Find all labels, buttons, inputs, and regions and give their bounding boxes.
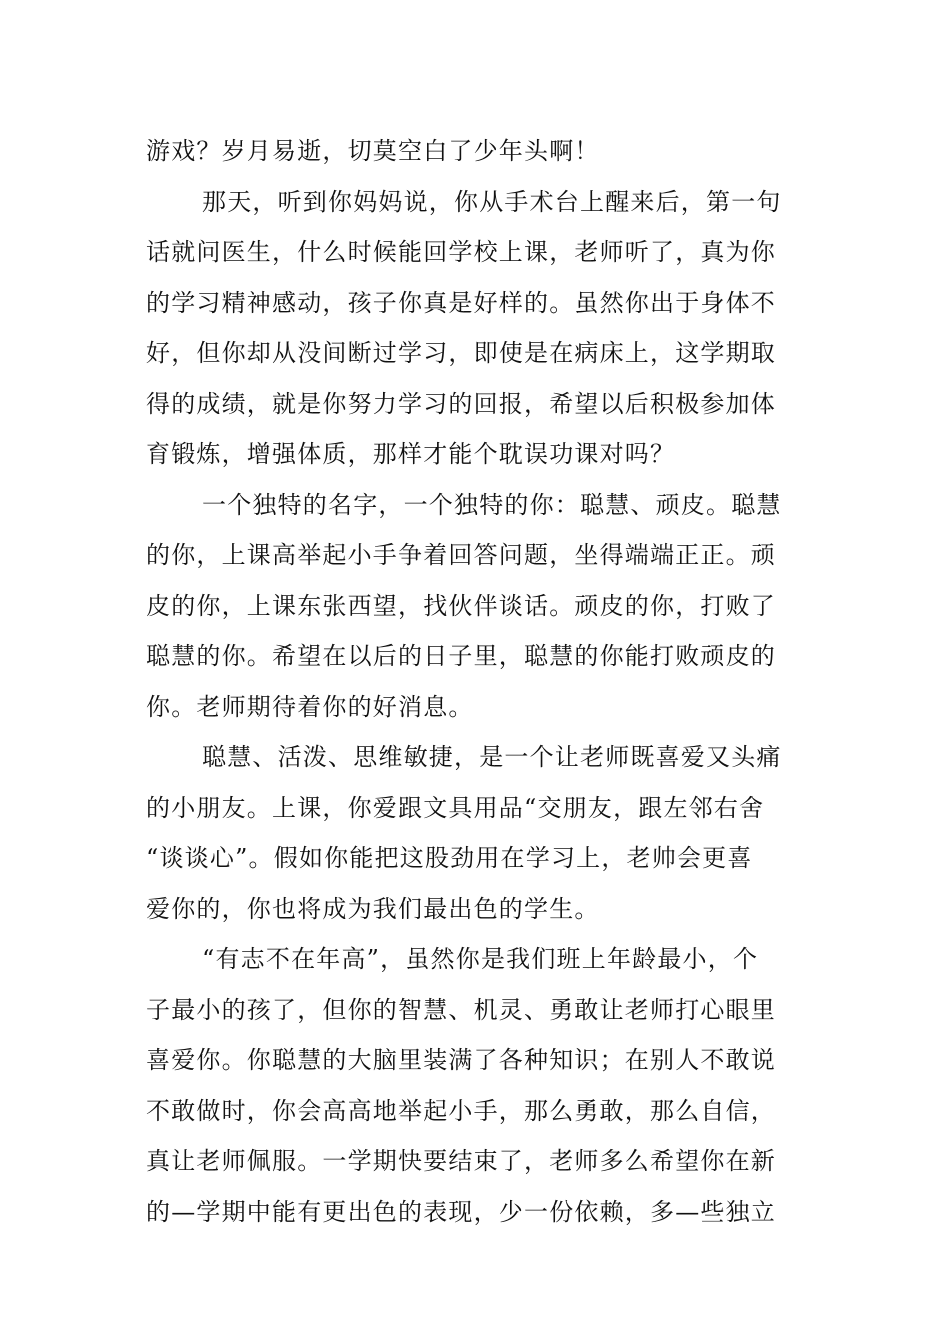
- text-line: 育锻炼，增强体质，那样才能个耽误功课对吗？: [146, 440, 676, 468]
- text-line: 的你，上课高举起小手争着回答问题，坐得端端正正。顽: [146, 541, 776, 569]
- text-line: 的小朋友。上课，你爱跟文具用品“交朋友，跟左邻右舍: [146, 793, 765, 822]
- text-line: 聪慧的你。希望在以后的日子里，聪慧的你能打败顽皮的: [146, 642, 776, 670]
- text-line: 爱你的，你也将成为我们最出色的学生。: [146, 894, 600, 923]
- text-line: 的学习精神感动，孩子你真是好样的。虽然你出于身体不: [146, 288, 776, 317]
- text-line: 得的成绩，就是你努力学习的回报，希望以后积极参加体: [146, 389, 776, 418]
- text-line: 喜爱你。你聪慧的大脑里装满了各种知识；在别人不敢说: [146, 1046, 776, 1074]
- text-line: 那天，听到你妈妈说，你从手术台上醒来后，第一句: [202, 187, 782, 216]
- text-line: 真让老师佩服。一学期快要结束了，老师多么希望你在新: [146, 1147, 776, 1175]
- body-text: [146, 126, 806, 1237]
- text-line: 聪慧、活泼、思维敏捷，是一个让老师既喜爱又头痛: [202, 743, 782, 771]
- text-line: 话就问医生，什么时候能回学校上课，老师听了，真为你: [146, 238, 776, 266]
- text-line: 不敢做时，你会高高地举起小手，那么勇敢，那么自信，: [146, 1096, 776, 1125]
- text-line: 游戏？岁月易逝，切莫空白了少年头啊！: [146, 137, 600, 165]
- text-line: 子最小的孩了，但你的智慧、机灵、勇敢让老师打心眼里: [146, 995, 776, 1024]
- text-line: 一个独特的名字，一个独特的你：聪慧、顽皮。聪慧: [202, 490, 782, 519]
- text-line: 好，但你却从没间断过学习，即使是在病床上，这学期取: [146, 339, 776, 367]
- text-line: 你。老师期待着你的好消息。: [146, 692, 474, 721]
- text-line: “谈谈心”。假如你能把这股劲用在学习上，老帅会更喜: [146, 844, 753, 872]
- text-line: 的—学期中能有更出色的表现，少一份依赖，多—些独立: [146, 1197, 776, 1226]
- text-line: “有志不在年高”，虽然你是我们班上年龄最小，个: [202, 945, 759, 973]
- text-line: 皮的你，上课东张西望，找伙伴谈话。顽皮的你，打败了: [146, 591, 776, 620]
